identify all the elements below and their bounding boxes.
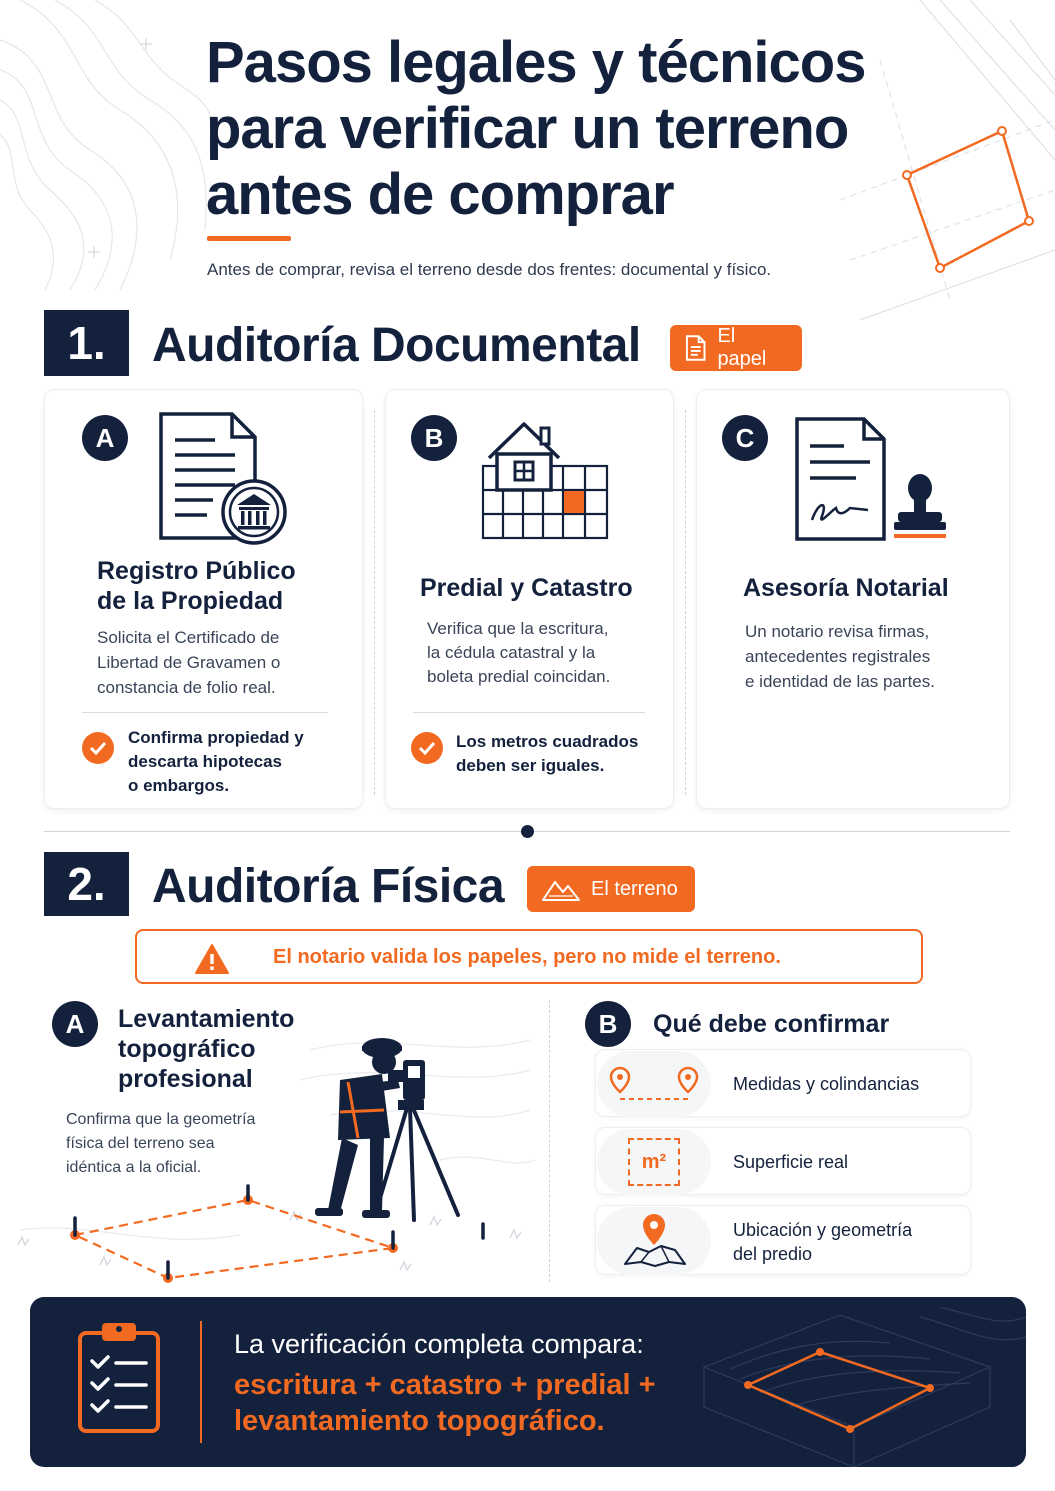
part-a-title-line-1: Levantamiento [118, 1005, 295, 1033]
card-registro-publico [44, 389, 363, 809]
notary-document-stamp-icon [794, 416, 954, 544]
card-b-title: Predial y Catastro [420, 574, 633, 602]
card-b-check-text [456, 730, 638, 778]
property-registry-icon [157, 410, 292, 545]
card-a-title-line-2: de la Propiedad [97, 587, 284, 615]
card-a-title-line-1: Registro Público [97, 557, 296, 585]
terrain-block-illustration [690, 1307, 1026, 1467]
mountain-icon [541, 876, 581, 902]
card-c-text [745, 619, 935, 694]
section-1-tag-label: El papel [717, 325, 767, 370]
confirm-item-icon-wrap [597, 1051, 711, 1117]
card-a-title [97, 556, 296, 616]
card-b-text [427, 617, 610, 689]
card-a-text-line-2: Libertad de Gravamen o [97, 653, 281, 672]
page-subtitle: Antes de comprar, revisa el terreno desde dos frentes: documental y físico. [207, 260, 772, 279]
map-location-icon [619, 1212, 689, 1270]
section-2-number: 2. [44, 852, 129, 916]
part-b-badge: B [585, 1001, 631, 1047]
card-badge-b: B [411, 415, 457, 461]
confirm-item-ubicacion [595, 1205, 971, 1275]
card-b-text-line-1: Verifica que la escritura, [427, 619, 609, 638]
card-b-text-line-3: boleta predial coincidan. [427, 667, 611, 686]
square-meters-icon [628, 1138, 680, 1186]
house-cadastre-icon [479, 418, 614, 543]
footer-line-2: escritura + catastro + predial + [234, 1369, 656, 1401]
topographic-lines-decoration [0, 0, 210, 290]
part-a-title-line-2: topográfico [118, 1035, 256, 1063]
part-a-text-line-2: física del terreno sea [66, 1135, 215, 1152]
confirm-item-medidas [595, 1049, 971, 1117]
card-c-title: Asesoría Notarial [743, 574, 949, 602]
confirm-item-superficie [595, 1127, 971, 1195]
footer-line-1: La verificación completa compara: [234, 1329, 644, 1359]
document-icon [684, 334, 707, 362]
card-a-check-text [128, 726, 304, 798]
square-meters-text: m² [641, 1150, 667, 1173]
part-a-text-line-1: Confirma que la geometría [66, 1111, 256, 1128]
card-b-check-line-2: deben ser iguales. [456, 756, 605, 775]
part-a-text-line-3: idéntica a la oficial. [66, 1159, 202, 1176]
check-icon [82, 732, 114, 764]
title-underline [207, 236, 291, 241]
confirm-item-label-line-1: Superficie real [733, 1152, 849, 1172]
part-divider [549, 1000, 550, 1282]
card-badge-a: A [82, 415, 128, 461]
card-a-text [97, 625, 280, 700]
part-a-title-line-3: profesional [118, 1065, 253, 1093]
title-line-3: antes de comprar [206, 162, 674, 227]
confirm-item-label [733, 1072, 919, 1096]
confirm-item-label [733, 1150, 848, 1174]
card-divider [685, 410, 686, 795]
confirm-item-icon-wrap [597, 1129, 711, 1195]
section-2-tag-label: El terreno [591, 877, 678, 900]
separator-dot [521, 825, 534, 838]
section-1-title: Auditoría Documental [152, 319, 641, 372]
confirm-item-label-line-1: Medidas y colindancias [733, 1074, 920, 1094]
map-pins-icon [606, 1064, 702, 1104]
section-1-tag [670, 325, 802, 371]
card-a-text-line-3: constancia de folio real. [97, 678, 276, 697]
section-2-tag [527, 866, 695, 912]
part-b-title: Qué debe confirmar [653, 1010, 890, 1038]
card-badge-c: C [722, 415, 768, 461]
card-a-check-line-2: descarta hipotecas [128, 752, 283, 771]
confirm-item-label-line-2: del predio [733, 1244, 813, 1264]
card-b-text-line-2: la cédula catastral y la [427, 643, 596, 662]
card-c-text-line-1: Un notario revisa firmas, [745, 622, 930, 641]
card-b-check-line-1: Los metros cuadrados [456, 732, 639, 751]
card-asesoria-notarial [696, 389, 1010, 809]
card-c-text-line-2: antecedentes registrales [745, 647, 931, 666]
part-a-badge: A [52, 1001, 98, 1047]
check-icon [411, 732, 443, 764]
confirm-item-label [733, 1218, 912, 1266]
title-line-1: Pasos legales y técnicos [206, 30, 866, 95]
section-1-number: 1. [44, 310, 129, 376]
warning-text: El notario valida los papeles, pero no mide el terreno. [273, 946, 781, 968]
warning-icon [194, 943, 230, 975]
title-line-2: para verificar un terreno [206, 96, 849, 161]
card-a-text-line-1: Solicita el Certificado de [97, 628, 280, 647]
footer-highlight [234, 1367, 656, 1439]
section-2-title: Auditoría Física [152, 860, 505, 913]
surveyor-illustration [10, 1020, 540, 1290]
confirm-item-label-line-1: Ubicación y geometría [733, 1220, 913, 1240]
confirm-item-icon-wrap [597, 1207, 711, 1275]
card-a-check-line-1: Confirma propiedad y [128, 728, 304, 747]
card-a-divider [82, 712, 328, 713]
footer-divider [200, 1321, 202, 1443]
card-c-text-line-3: e identidad de las partes. [745, 672, 935, 691]
page-title [206, 30, 926, 228]
summary-footer [30, 1297, 1026, 1467]
card-a-check-line-3: o embargos. [128, 776, 230, 795]
card-b-divider [413, 712, 645, 713]
card-predial-catastro [385, 389, 674, 809]
card-divider [374, 410, 375, 795]
footer-line-3: levantamiento topográfico. [234, 1405, 605, 1437]
notary-warning-banner [135, 929, 923, 984]
checklist-clipboard-icon [74, 1319, 164, 1435]
